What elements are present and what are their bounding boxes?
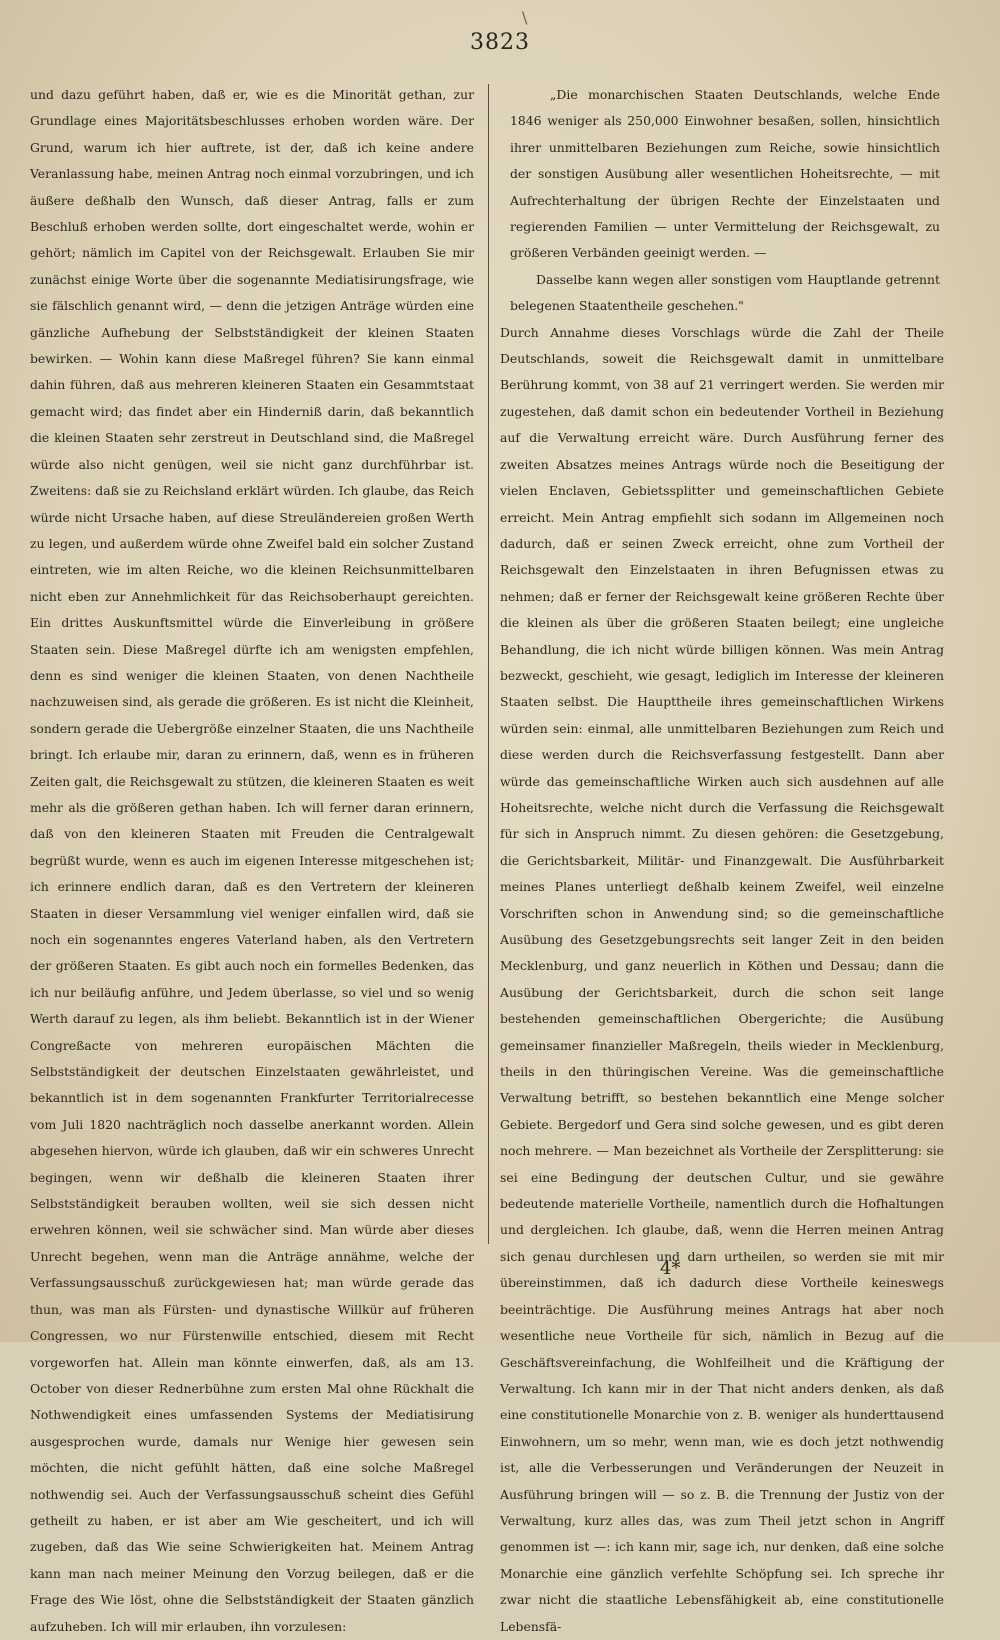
signature-mark: 4* [660,1258,681,1279]
right-column-text: Durch Annahme dieses Vorschlags würde die Zahl der Theile Deutschlands, soweit die Reichsgewalt damit in unmittelbare Berührung kommt, von 38 auf 21 verringert werden. Sie werden mir zugestehen, daß damit schon ein bedeutender Vortheil in Beziehung auf die Verwaltung erreicht wäre. Durch Ausführung ferner des zweiten Absatzes meines Antrags würde noch die Beseitigung der vielen Enclaven, Gebietssplitter und gemeinschaftlichen Gebiete erreicht. Mein Antrag empfiehlt sich sodann im Allgemeinen noch dadurch, daß er seinen Zweck erreicht, ohne zum Vortheil der Reichsgewalt den Einzelstaaten in ihren Befugnissen etwas zu nehmen; daß er ferner der Reichsgewalt keine größeren Rechte über die kleinen als über die größeren Staaten beilegt; eine ungleiche Behandlung, die ich nicht würde billigen können. Was mein Antrag bezweckt, geschieht, wie gesagt, lediglich im Interesse der kleineren Staaten selbst. Die Haupttheile ihres gemeinschaftlichen Wirkens würden sein: einmal, alle unmittelbaren Beziehungen zum Reich und diese werden durch die Reichsverfassung festgestellt. Dann aber würde das gemeinschaftliche Wirken auch sich ausdehnen auf alle Hoheitsrechte, welche nicht durch die Verfassung die Reichsgewalt für sich in Anspruch nimmt. Zu diesen gehören: die Gesetzgebung, die Gerichtsbarkeit, Militär- und Finanzgewalt. Die Ausführbarkeit meines Planes unterliegt deßhalb keinem Zweifel, weil einzelne Vorschriften schon in Anwendung sind; so die gemeinschaftliche Ausübung des Gesetzgebungsrechts seit langer Zeit in den beiden Mecklenburg, und ganz neuerlich in Köthen und Dessau; dann die Ausübung der Gerichtsbarkeit, durch die schon seit lange bestehenden gemeinschaftlichen Obergerichte; die Ausübung gemeinsamer finanzieller Maßregeln, theils wieder in Mecklenburg, theils in den thüringischen Vereine. Was die gemeinschaftliche Verwaltung betrifft, so bestehen bekanntlich eine Menge solcher Gebiete. Bergedorf und Gera sind solche gewesen, und es gibt deren noch mehrere. — Man bezeichnet als Vortheile der Zersplitterung: sie sei eine Bedingung der deutschen Cultur, und sie gewähre bedeutende materielle Vortheile, namentlich durch die Hofhaltungen und dergleichen. Ich glaube, daß, wenn die Herren meinen Antrag sich genau durchlesen und darn urtheilen, so werden sie mit mir übereinstimmen, daß ich dadurch diese Vortheile keineswegs beeinträchtige. Die Ausführung meines Antrags hat aber noch wesentliche neue Vortheile für sich, nämlich in Bezug auf die Geschäftsvereinfachung, die Wohlfeilheit und die Kräftigung der Verwaltung. Ich kann mir in der That nicht anders denken, als daß eine constitutionelle Monarchie von z. B. weniger als hunderttausend Einwohnern, um so mehr, wenn man, wie es doch jetzt nothwendig ist, alle die Verbesserungen und Veränderungen der Neuzeit in Ausführung bringen will — so z. B. die Trennung der Justiz von der Verwaltung, kurz alles das, was zum Theil jetzt schon in Angriff genommen ist —: ich kann mir, sage ich, nur denken, daß eine solche Monarchie eine gänzlich verfehlte Schöpfung sei. Ich spreche ihr zwar nicht die staatliche Lebensfähigkeit ab, eine constitutionelle Lebensfä- [500,324,944,1634]
left-column [30,82,474,1640]
motion-quote-paragraph-1: „Die monarchischen Staaten Deutschlands, welche Ende 1846 weniger als 250,000 Einwohner besaßen, sollen, hinsichtlich ihrer unmittelbaren Beziehungen zum Reiche, sowie hinsichtlich der sonstigen Ausübung aller wesentlichen Hoheitsrechte, — mit Aufrechterhaltung der übrigen Rechte der Einzelstaaten und regierenden Familien — unter Vermittelung der Reichsgewalt, zu größeren Verbänden geeinigt werden. — [510,87,940,261]
motion-quote [500,82,944,320]
right-column [500,82,944,1640]
top-mark: \ [522,8,528,27]
left-column-text: und dazu geführt haben, daß er, wie es die Minorität gethan, zur Grundlage eines Majoritätsbeschlusses erhoben worden wäre. Der Grund, warum ich hier auftrete, ist der, daß ich keine andere Veranlassung habe, meinen Antrag noch einmal vorzubringen, und ich äußere deßhalb den Wunsch, daß dieser Antrag, falls er zum Beschluß erhoben werden sollte, dort eingeschaltet werde, wohin er gehört; nämlich im Capitel von der Reichsgewalt. Erlauben Sie mir zunächst einige Worte über die sogenannte Mediatisirungsfrage, wie sie fälschlich genannt wird, — denn die jetzigen Anträge würden eine gänzliche Aufhebung der Selbstständigkeit der kleinen Staaten bewirken. — Wohin kann diese Maßregel führen? Sie kann einmal dahin führen, daß aus mehreren kleineren Staaten ein Gesammtstaat gemacht wird; das findet aber ein Hinderniß darin, daß bekanntlich die kleinen Staaten sehr zerstreut in Deutschland sind, die Maßregel würde also nicht genügen, weil sie nicht ganz durchführbar ist. Zweitens: daß sie zu Reichsland erklärt würden. Ich glaube, das Reich würde nicht Ursache haben, auf diese Streuländereien großen Werth zu legen, und außerdem würde ohne Zweifel bald ein solcher Zustand eintreten, wie im alten Reiche, wo die kleinen Reichsunmittelbaren nicht eben zur Annehmlichkeit für das Reichsoberhaupt gereichten. Ein drittes Auskunftsmittel würde die Einverleibung in größere Staaten sein. Diese Maßregel dürfte ich am wenigsten empfehlen, denn es sind weniger die kleinen Staaten, von denen Nachtheile nachzuweisen sind, als gerade die größeren. Es ist nicht die Kleinheit, sondern gerade die Uebergröße einzelner Staaten, die uns Nachtheile bringt. Ich erlaube mir, daran zu erinnern, daß, wenn es in früheren Zeiten galt, die Reichsgewalt zu stützen, die kleineren Staaten es weit mehr als die größeren gethan haben. Ich will ferner daran erinnern, daß von den kleineren Staaten mit Freuden die Centralgewalt begrüßt wurde, wenn es auch im eigenen Interesse mitgeschehen ist; ich erinnere endlich daran, daß es den Vertretern der kleineren Staaten in dieser Versammlung viel weniger einfallen wird, daß sie noch ein sogenanntes engeres Vaterland haben, als den Vertretern der größeren Staaten. Es gibt auch noch ein formelles Bedenken, das ich nur beiläufig anführe, und Jedem überlasse, so viel und so wenig Werth darauf zu legen, als ihm beliebt. Bekanntlich ist in der Wiener Congreßacte von mehreren europäischen Mächten die Selbstständigkeit der deutschen Einzelstaaten gewährleistet, und bekanntlich ist in dem sogenannten Frankfurter Territorialrecesse vom Juli 1820 nachträglich noch dasselbe anerkannt worden. Allein abgesehen hiervon, würde ich glauben, daß wir ein schweres Unrecht begingen, wenn wir deßhalb die kleineren Staaten ihrer Selbstständigkeit berauben wollten, weil sie sich dessen nicht erwehren können, weil sie schwächer sind. Man würde aber dieses Unrecht begehen, wenn man die Anträge annähme, welche der Verfassungsausschuß zurückgewiesen hat; man würde gerade das thun, was man als Fürsten- und dynastische Willkür auf früheren Congressen, wo nur Fürstenwille entschied, diesem mit Recht vorgeworfen hat. Allein man könnte einwerfen, daß, als am 13. October von dieser Rednerbühne zum ersten Mal ohne Rückhalt die Nothwendigkeit eines umfassenden Systems der Mediatisirung ausgesprochen wurde, damals nur Wenige hier gewesen sein möchten, die nicht gefühlt hätten, daß eine solche Maßregel nothwendig sei. Auch der Verfassungsausschuß scheint dies Gefühl getheilt zu haben, er ist aber am Wie gescheitert, und ich will zugeben, daß das Wie seine Schwierigkeiten hat. Meinem Antrag kann man nach meiner Meinung den Vorzug beilegen, daß er die Frage des Wie löst, ohne die Selbstständigkeit der Staaten gänzlich aufzuheben. Ich will mir erlauben, ihn vorzulesen: [30,87,474,1634]
motion-quote-paragraph-2: Dasselbe kann wegen aller sonstigen vom Hauptlande getrennt belegenen Staatentheile geschehen." [510,271,940,314]
page-number: 3823 [470,30,530,55]
column-divider [488,84,489,1244]
